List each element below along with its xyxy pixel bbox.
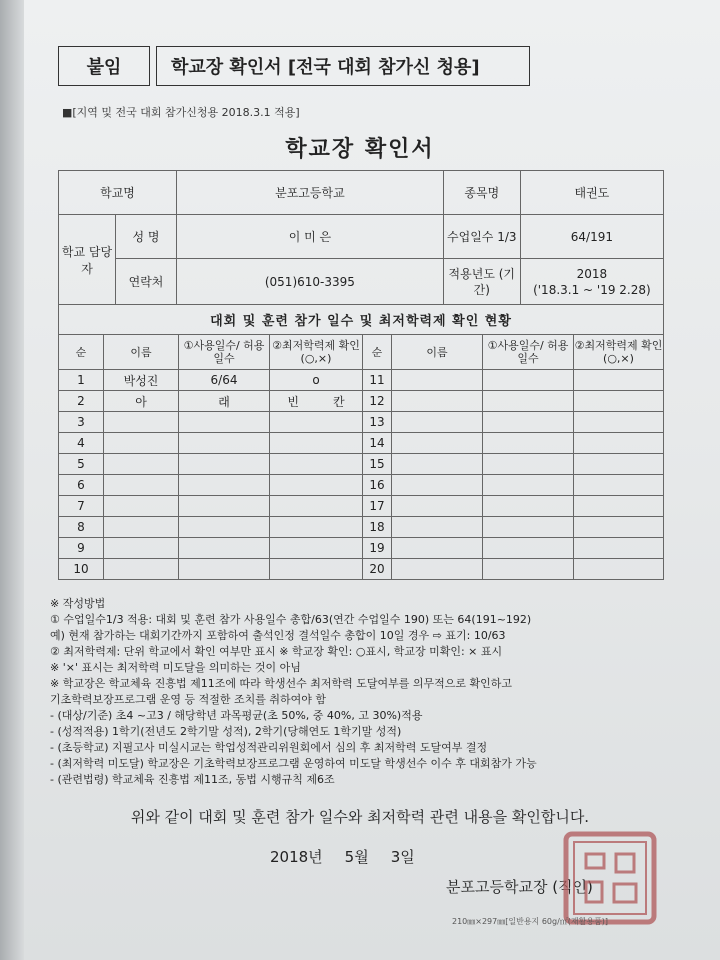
date-month: 5월 [344, 848, 369, 866]
row-no: 1 [59, 370, 104, 391]
table-row [59, 517, 664, 538]
contact-value: (051)610-3395 [177, 259, 444, 305]
instruction-line: 예) 현재 참가하는 대회기간까지 포함하여 출석인정 결석일수 총합이 10일 경우 ⇨ 표기: 10/63 [50, 629, 506, 642]
manager-name: 이 미 은 [177, 215, 444, 259]
row-days: 6/64 [179, 370, 270, 391]
participation-table [58, 334, 664, 580]
manager-name-label: 성 명 [116, 215, 177, 259]
col-name-2: 이름 [392, 335, 483, 370]
event-label: 종목명 [443, 171, 520, 215]
date-day: 3일 [390, 848, 415, 866]
days-label: 수업일수 1/3 [443, 215, 520, 259]
row-no: 9 [59, 538, 104, 559]
table-row [59, 454, 664, 475]
row-no-right: 20 [363, 559, 392, 580]
col-no-2: 순 [363, 335, 392, 370]
row-no: 4 [59, 433, 104, 454]
year-cell [520, 259, 663, 305]
row-check-right [574, 391, 664, 412]
col-check: ②최저학력제 확인(○,×) [270, 335, 363, 370]
instruction-line: ※ '×' 표시는 최저학력 미도달을 의미하는 것이 아님 [50, 661, 301, 674]
paper-spec-footer: 210㎜×297㎜[일반용지 60g/㎡(재활용품)] [452, 917, 609, 926]
row-no: 6 [59, 475, 104, 496]
row-no: 7 [59, 496, 104, 517]
instructions-block [50, 596, 690, 788]
row-check [270, 391, 363, 412]
days-value: 64/191 [520, 215, 663, 259]
row-no-right: 14 [363, 433, 392, 454]
row-no-right: 19 [363, 538, 392, 559]
instruction-line: ① 수업일수1/3 적용: 대회 및 훈련 참가 사용일수 총합/63(연간 수업일수 190) 또는 64(191~192) [50, 613, 532, 626]
row-no-right: 16 [363, 475, 392, 496]
row-no-right: 12 [363, 391, 392, 412]
col-days-2: ①사용일수/ 허용일수 [483, 335, 574, 370]
row-days: 래 [179, 391, 270, 412]
instruction-line: - (대상/기준) 초4 ~고3 / 해당학년 과목평균(초 50%, 중 40%, 고 30%)적용 [50, 709, 423, 722]
instruction-line: - (성적적용) 1학기(전년도 2학기말 성적), 2학기(당해연도 1학기말 성적) [50, 725, 402, 738]
row-name-right [392, 391, 483, 412]
row-check: o [270, 370, 363, 391]
section-title: 대회 및 훈련 참가 일수 및 최저학력제 확인 현황 [58, 304, 664, 334]
attachment-tag: 붙임 [58, 46, 150, 86]
row-no: 3 [59, 412, 104, 433]
col-days: ①사용일수/ 허용일수 [179, 335, 270, 370]
instruction-line: 기초학력보장프로그램 운영 등 적절한 조치를 취하여야 함 [50, 693, 327, 706]
col-check-2: ②최저학력제 확인(○,×) [574, 335, 664, 370]
row-no-right: 18 [363, 517, 392, 538]
year-label: 적용년도 (기간) [443, 259, 520, 305]
row-check-right [574, 370, 664, 391]
row-days-right [483, 391, 574, 412]
instruction-line: ② 최저학력제: 단위 학교에서 확인 여부만 표시 ※ 학교장 확인: ○표시, 학교장 미확인: × 표시 [50, 645, 503, 658]
application-note: ■[지역 및 전국 대회 참가신청용 2018.3.1 적용] [62, 106, 300, 119]
row-name: 박성진 [104, 370, 179, 391]
table-row [59, 370, 664, 391]
table-row [59, 538, 664, 559]
table-row [59, 559, 664, 580]
instruction-line: ※ 학교장은 학교체육 진흥법 제11조에 따라 학생선수 최저학력 도달여부를 의무적으로 확인하고 [50, 677, 512, 690]
row-no-right: 11 [363, 370, 392, 391]
year-value: 2018 [576, 266, 608, 281]
event-value: 태권도 [520, 171, 663, 215]
manager-label: 학교 담당자 [59, 215, 116, 305]
school-label: 학교명 [59, 171, 177, 215]
confirmation-statement: 위와 같이 대회 및 훈련 참가 일수와 최저학력 관련 내용을 확인합니다. [130, 808, 590, 826]
instruction-line: - (최저학력 미도달) 학교장은 기초학력보장프로그램 운영하여 미도달 학생선수 이수 후 대회참가 가능 [50, 757, 537, 770]
contact-label: 연락처 [116, 259, 177, 305]
row-name: 아 [104, 391, 179, 412]
row-no: 8 [59, 517, 104, 538]
school-name: 분포고등학교 [177, 171, 444, 215]
document-title: 학교장 확인서 [285, 137, 435, 162]
table-row [59, 412, 664, 433]
table-row [59, 475, 664, 496]
table-row [59, 391, 664, 412]
row-no: 5 [59, 454, 104, 475]
instruction-line: ※ 작성방법 [50, 597, 106, 610]
table-row [59, 496, 664, 517]
row-days-right [483, 370, 574, 391]
period-value: ('18.3.1 ~ '19 2.28) [533, 282, 651, 297]
official-seal-icon [562, 830, 658, 926]
info-table [58, 170, 664, 305]
issue-date [270, 846, 437, 867]
col-name: 이름 [104, 335, 179, 370]
row-no-right: 17 [363, 496, 392, 517]
blank-note-word: 칸 [333, 394, 345, 409]
header-title: 학교장 확인서 [전국 대회 참가신 청용] [156, 46, 530, 86]
row-no-right: 13 [363, 412, 392, 433]
row-name-right [392, 370, 483, 391]
date-year: 2018년 [270, 848, 323, 866]
row-no-right: 15 [363, 454, 392, 475]
instruction-line: - (초등학교) 지필고사 미실시교는 학업성적관리위원회에서 심의 후 최저학력 도달여부 결정 [50, 741, 488, 754]
row-no: 2 [59, 391, 104, 412]
blank-note-word: 빈 [287, 394, 299, 409]
instruction-line: - (관련법령) 학교체육 진흥법 제11조, 동법 시행규칙 제6조 [50, 773, 335, 786]
principal-signature-line: 분포고등학교장 (직인) [446, 878, 593, 896]
col-no: 순 [59, 335, 104, 370]
row-no: 10 [59, 559, 104, 580]
table-row [59, 433, 664, 454]
